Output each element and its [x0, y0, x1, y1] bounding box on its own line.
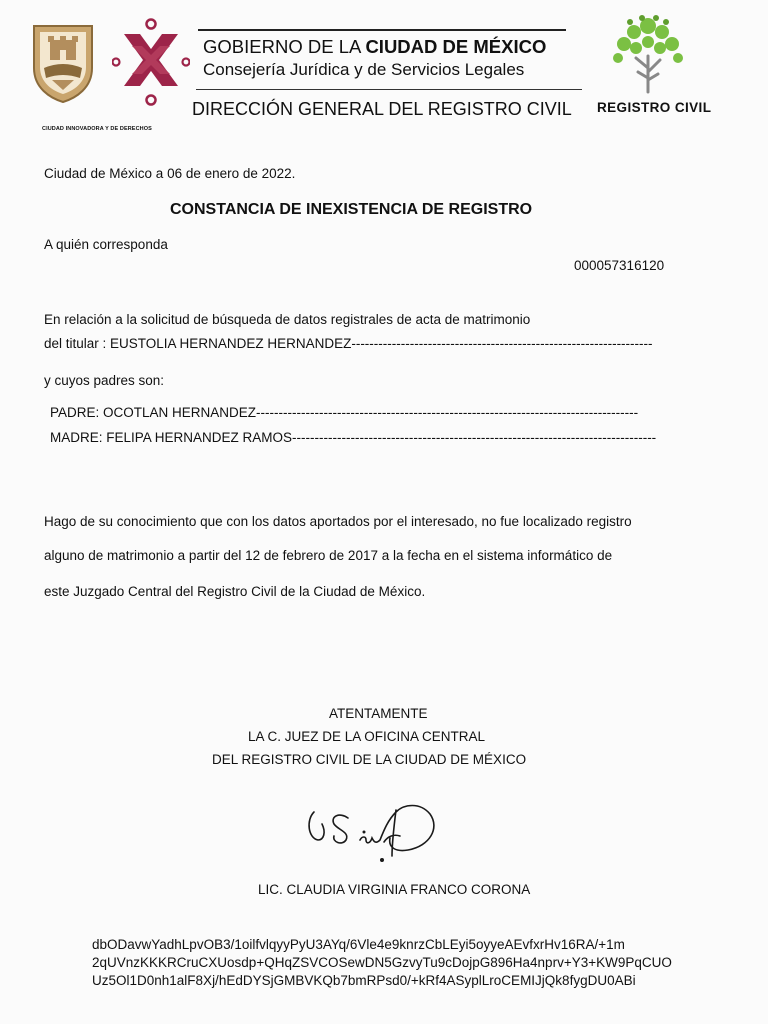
tree-icon — [606, 12, 690, 96]
signer-office: DEL REGISTRO CIVIL DE LA CIUDAD DE MÉXICO — [212, 752, 527, 767]
shield-icon — [30, 22, 96, 104]
digital-seal-line: dbODavwYadhLpvOB3/1oilfvlqyyPyU3AYq/6Vle4e9knrzCbLEyi5oyyeAEvfxrHv16RA/+1m — [92, 937, 625, 952]
registro-civil-logo-text: REGISTRO CIVIL — [597, 100, 712, 115]
digital-seal-line: Uz5Ol1D0nh1alF8Xj/hEdDYSjGMBVKQb7bmRPsd0/+kRf4ASyplLroCEMIJjQk8fygDU0ABi — [92, 973, 636, 988]
parents-intro: y cuyos padres son: — [44, 373, 165, 388]
folio-number: 000057316120 — [574, 258, 665, 273]
result-paragraph-line: Hago de su conocimiento que con los datos aportados por el interesado, no fue localizado registro — [44, 514, 632, 529]
consejeria-name: Consejería Jurídica y de Servicios Legales — [203, 60, 525, 79]
document-title: CONSTANCIA DE INEXISTENCIA DE REGISTRO — [170, 201, 533, 218]
header-divider — [196, 89, 582, 90]
signer-name: LIC. CLAUDIA VIRGINIA FRANCO CORONA — [258, 882, 531, 897]
result-paragraph-line: este Juzgado Central del Registro Civil de la Ciudad de México. — [44, 584, 426, 599]
digital-seal-line: 2qUVnzKKKRCruCXUosdp+QHqZSVCOSewDN5GzvyTu9cDojpG896Ha4nprv+Y3+KW9PqCUO — [92, 955, 672, 970]
greeting: A quién corresponda — [44, 237, 168, 252]
handwritten-signature — [300, 790, 450, 868]
father-line: PADRE: OCOTLAN HERNANDEZ------------------------------------------------------------------------------------- — [50, 405, 639, 420]
titular-line: del titular : EUSTOLIA HERNANDEZ HERNANDEZ------------------------------------------------------------------- — [44, 336, 653, 351]
request-paragraph-line: En relación a la solicitud de búsqueda de datos registrales de acta de matrimonio — [44, 312, 531, 327]
mother-line: MADRE: FELIPA HERNANDEZ RAMOS--------------------------------------------------------------------------------- — [50, 430, 657, 445]
closing-atentamente: ATENTAMENTE — [329, 706, 428, 721]
direccion-name: DIRECCIÓN GENERAL DEL REGISTRO CIVIL — [192, 99, 572, 119]
document-date: Ciudad de México a 06 de enero de 2022. — [44, 166, 296, 181]
government-name — [203, 36, 546, 58]
government-prefix: GOBIERNO DE LA — [203, 36, 361, 57]
cdmx-logo-icon — [112, 16, 190, 112]
header-top-rule — [198, 29, 566, 31]
government-city: CIUDAD DE MÉXICO — [365, 36, 547, 57]
result-paragraph-line: alguno de matrimonio a partir del 12 de febrero de 2017 a la fecha en el sistema informático de — [44, 548, 613, 563]
header-motto: CIUDAD INNOVADORA Y DE DERECHOS — [42, 126, 152, 132]
signer-title: LA C. JUEZ DE LA OFICINA CENTRAL — [248, 729, 486, 744]
